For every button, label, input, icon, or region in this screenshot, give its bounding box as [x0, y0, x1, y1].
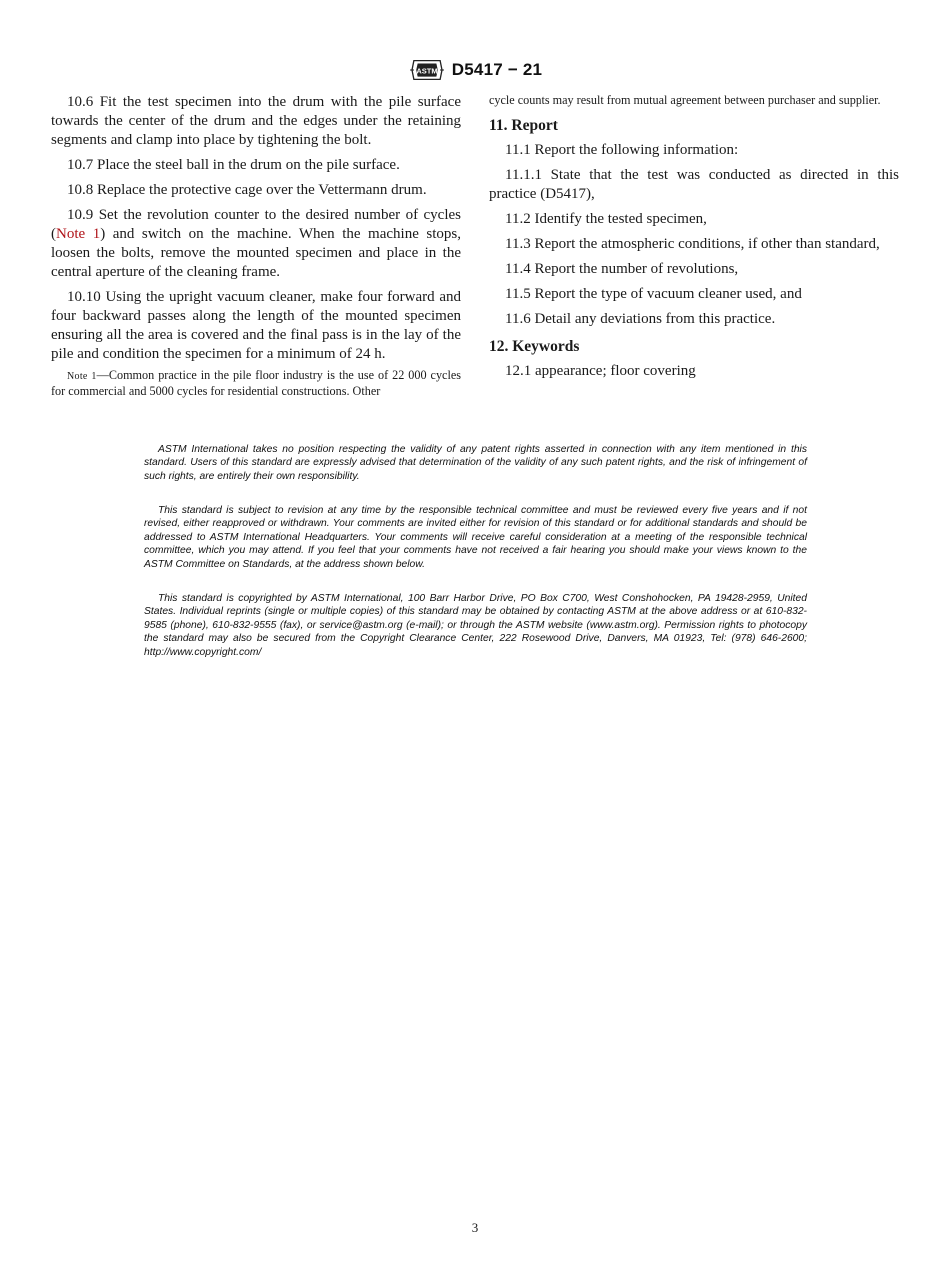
paragraph-10-6: 10.6 Fit the test specimen into the drum with the pile surface towards the center of the drum and the edges under the retaining segments and clamp into place by tightening the bolt. — [51, 94, 461, 148]
note-text: —Common practice in the pile floor industry is the use of 22 000 cycles for commercial and 5000 cycles for residential constructions. Other — [51, 368, 461, 398]
note-1 — [51, 368, 461, 399]
paragraph-10-8: 10.8 Replace the protective cage over the Vettermann drum. — [67, 182, 427, 198]
paragraph-11-2: 11.2 Identify the tested specimen, — [505, 211, 707, 227]
paragraph-11-1-1: 11.1.1 State that the test was conducted as directed in this practice (D5417), — [489, 167, 899, 202]
astm-logo — [408, 55, 446, 85]
paragraph-10-9-text-a: 10.9 Set the revolution counter to the desired number of cycles ( — [51, 207, 461, 242]
paragraph-11-6: 11.6 Detail any deviations from this practice. — [505, 311, 776, 327]
paragraph-11-5: 11.5 Report the type of vacuum cleaner used, and — [505, 286, 802, 302]
note-continuation: cycle counts may result from mutual agreement between purchaser and supplier. — [489, 93, 881, 107]
paragraph-11-4: 11.4 Report the number of revolutions, — [505, 261, 739, 277]
page-number: 3 — [471, 1220, 479, 1235]
section-12-heading: 12. Keywords — [489, 338, 580, 355]
page-header — [0, 55, 950, 90]
paragraph-10-9-text-b: ) and switch on the machine. When the machine stops, loosen the bolts, remove the mounted specimen and place in the central aperture of the cleaning frame. — [51, 226, 461, 280]
svg-text:ASTM: ASTM — [416, 66, 438, 76]
paragraph-10-10: 10.10 Using the upright vacuum cleaner, make four forward and four backward passes along the length of the mounted specimen ensuring all the area is covered and the final pass is in the lay of the pile and condition the specimen for a minimum of 24 h. — [51, 289, 461, 362]
note-1-link[interactable]: Note 1 — [56, 226, 101, 242]
revision-notice: This standard is subject to revision at any time by the responsible technical committee and must be reviewed every five years and if not revised, either reapproved or withdrawn. Your comments are invited either for revision of this standard or for additional standards and should be addressed to ASTM International Headquarters. Your comments will receive careful consideration at a meeting of the responsible technical committee, which you may attend. If you feel that your comments have not received a fair hearing you should make your views known to the ASTM Committee on Standards, at the address shown below. — [144, 505, 807, 570]
paragraph-10-7: 10.7 Place the steel ball in the drum on the pile surface. — [67, 157, 400, 173]
note-label: Note 1 — [67, 371, 97, 382]
patent-notice: ASTM International takes no position respecting the validity of any patent rights asserted in connection with any item mentioned in this standard. Users of this standard are expressly advised that determination of the validity of any such patent rights, and the risk of infringement of such rights, are entirely their own responsibility. — [144, 444, 807, 482]
section-11-heading: 11. Report — [489, 117, 558, 134]
paragraph-11-3: 11.3 Report the atmospheric conditions, if other than standard, — [505, 236, 880, 252]
paragraph-10-9 — [51, 206, 461, 282]
paragraph-12-1: 12.1 appearance; floor covering — [505, 363, 696, 379]
paragraph-11-1: 11.1 Report the following information: — [505, 142, 739, 158]
copyright-notice: This standard is copyrighted by ASTM International, 100 Barr Harbor Drive, PO Box C700, West Conshohocken, PA 19428-2959, United States. Individual reprints (single or multiple copies) of this standard may be obtained by contacting ASTM at the above address or at 610-832-9585 (phone), 610-832-9555 (fax), or service@astm.org (e-mail); or through the ASTM website (www.astm.org). Permission rights to photocopy the standard may also be secured from the Copyright Clearance Center, 222 Rosewood Drive, Danvers, MA 01923, Tel: (978) 646-2600; http://www.copyright.com/ — [144, 593, 807, 658]
left-column — [51, 93, 461, 399]
document-title: D5417 − 21 — [451, 60, 543, 79]
right-column — [489, 93, 899, 387]
